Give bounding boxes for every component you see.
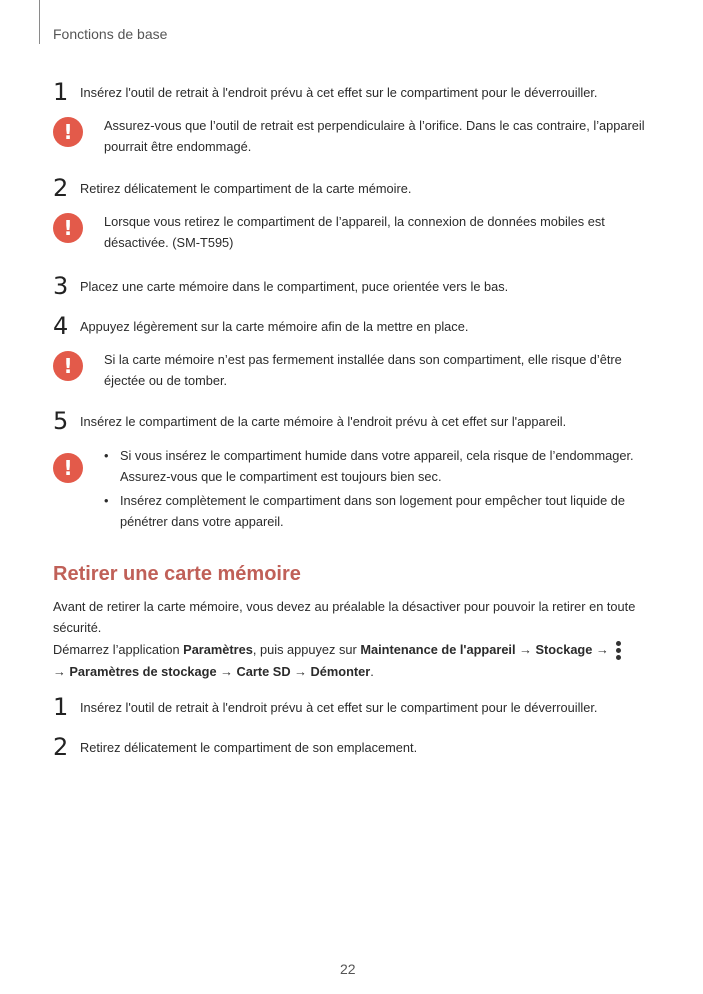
bullet-text: Si vous insérez le compartiment humide dans votre appareil, cela risque de l’endommager. Assurez-vous que le compartiment est toujours bien sec. — [120, 448, 634, 484]
step-text: Insérez l'outil de retrait à l'endroit prévu à cet effet sur le compartiment pour le déverrouiller. — [80, 85, 598, 100]
step-text: Insérez le compartiment de la carte mémoire à l'endroit prévu à cet effet sur l'appareil. — [80, 414, 567, 429]
step-number: 4 — [53, 312, 69, 340]
step-number: 2 — [53, 174, 69, 202]
step-number: 3 — [53, 272, 69, 300]
header-rule — [39, 0, 40, 44]
note-text: Si la carte mémoire n’est pas fermement installée dans son compartiment, elle risque d’être éjectée ou de tomber. — [104, 352, 622, 388]
settings-path — [53, 639, 648, 682]
step-number: 2 — [53, 733, 69, 761]
arrow-icon: → — [53, 663, 66, 679]
path-text: Démarrez l’application — [53, 642, 184, 657]
section-intro: Avant de retirer la carte mémoire, vous devez au préalable la désactiver pour pouvoir la retirer en toute sécurité. — [53, 599, 636, 635]
step-number: 1 — [53, 693, 69, 721]
page-header: Fonctions de base — [53, 26, 168, 42]
path-text: , puis appuyez sur — [252, 642, 361, 657]
path-item: Paramètres de stockage — [69, 663, 217, 679]
warning-icon: ! — [53, 213, 83, 243]
path-app: Paramètres — [183, 642, 253, 657]
step-text: Appuyez légèrement sur la carte mémoire afin de la mettre en place. — [80, 319, 469, 334]
arrow-icon: → — [519, 642, 532, 657]
bullet-text: Insérez complètement le compartiment dans son logement pour empêcher tout liquide de pénétrer dans votre appareil. — [120, 493, 626, 529]
more-options-icon — [614, 641, 622, 661]
arrow-icon: → — [294, 663, 307, 679]
step-number: 5 — [53, 407, 69, 435]
path-item: Démonter — [310, 663, 371, 679]
path-item: Stockage — [535, 642, 593, 657]
path-text: . — [370, 663, 374, 679]
warning-icon: ! — [53, 351, 83, 381]
note-text: Assurez-vous que l’outil de retrait est perpendiculaire à l’orifice. Dans le cas contraire, l’appareil pourrait être endommagé. — [104, 118, 645, 154]
bullet-icon: • — [104, 493, 109, 508]
page-number: 22 — [340, 961, 356, 977]
warning-icon: ! — [53, 453, 83, 483]
step-text: Insérez l'outil de retrait à l'endroit prévu à cet effet sur le compartiment pour le déverrouiller. — [80, 700, 598, 715]
step-number: 1 — [53, 78, 69, 106]
arrow-icon: → — [220, 663, 233, 679]
arrow-icon: → — [595, 642, 609, 657]
warning-note — [53, 445, 643, 535]
note-text: Lorsque vous retirez le compartiment de l’appareil, la connexion de données mobiles est désactivée. (SM-T595) — [104, 214, 605, 250]
path-item: Carte SD — [236, 663, 291, 679]
section-title: Retirer une carte mémoire — [53, 563, 301, 585]
warning-icon: ! — [53, 117, 83, 147]
step-text: Retirez délicatement le compartiment de la carte mémoire. — [80, 181, 412, 196]
step-text: Retirez délicatement le compartiment de son emplacement. — [80, 740, 418, 755]
step-text: Placez une carte mémoire dans le compartiment, puce orientée vers le bas. — [80, 279, 509, 294]
bullet-icon: • — [104, 448, 109, 463]
path-item: Maintenance de l'appareil — [360, 642, 516, 657]
